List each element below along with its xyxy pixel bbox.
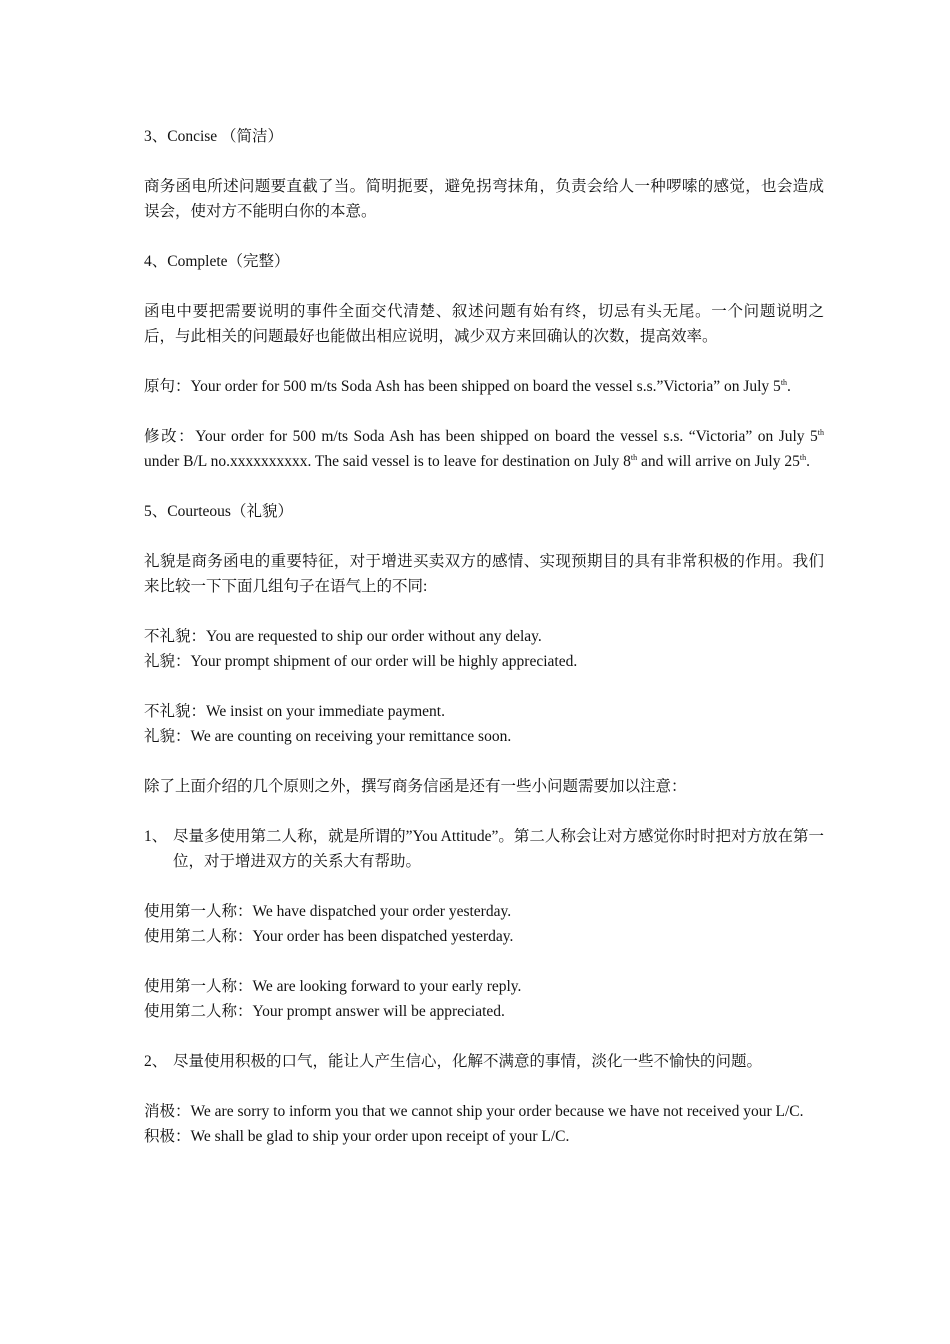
ordinal-suffix: th — [817, 428, 824, 437]
example-text: We insist on your immediate payment. — [206, 703, 445, 720]
example-first-person — [144, 899, 824, 924]
example-text: Your prompt shipment of our order will be highly appreciated. — [190, 653, 578, 670]
example-text: We shall be glad to ship your order upon receipt of your L/C. — [190, 1128, 570, 1145]
example-text: You are requested to ship our order without any delay. — [206, 628, 542, 645]
heading-courteous: 5、Courteous（礼貌） — [144, 503, 293, 520]
paragraph-complete: 函电中要把需要说明的事件全面交代清楚、叙述问题有始有终，切忌有头无尾。一个问题说明之后，与此相关的问题最好也能做出相应说明，减少双方来回确认的次数，提高效率。 — [144, 303, 824, 345]
example-original — [144, 374, 824, 399]
example-text: Your order has been dispatched yesterday. — [252, 928, 514, 945]
heading-concise: 3、Concise （简洁） — [144, 128, 284, 145]
example-text: under B/L no.xxxxxxxxxx. The said vessel is to leave for destination on July 8 — [144, 453, 631, 470]
example-text: We are sorry to inform you that we cannot ship your order because we have not received your L/C. — [190, 1103, 804, 1120]
list-number: 2、 — [144, 1053, 168, 1070]
example-text: and will arrive on July 25 — [637, 453, 800, 470]
list-item-text: 尽量多使用第二人称，就是所谓的”You Attitude”。第二人称会让对方感觉你时时把对方放在第一位，对于增进双方的关系大有帮助。 — [173, 828, 824, 870]
example-second-person — [144, 924, 824, 949]
example-second-person — [144, 999, 824, 1024]
example-text: We have dispatched your order yesterday. — [252, 903, 512, 920]
example-label: 修改： — [144, 428, 196, 445]
example-label: 使用第一人称： — [144, 978, 253, 995]
example-label: 不礼貌： — [144, 628, 207, 645]
paragraph-concise: 商务函电所述问题要直截了当。简明扼要，避免拐弯抹角，负责会给人一种啰嗦的感觉，也会造成误会，使对方不能明白你的本意。 — [144, 178, 824, 220]
example-label: 不礼貌： — [144, 703, 207, 720]
example-revised — [144, 424, 824, 474]
heading-complete: 4、Complete（完整） — [144, 253, 290, 270]
document-page — [144, 124, 824, 1149]
example-label: 消极： — [144, 1103, 191, 1120]
example-positive — [144, 1124, 824, 1149]
paragraph-extra-intro: 除了上面介绍的几个原则之外，撰写商务信函是还有一些小问题需要加以注意： — [144, 778, 687, 795]
list-number: 1、 — [144, 828, 168, 845]
example-text: Your prompt answer will be appreciated. — [252, 1003, 505, 1020]
example-label: 使用第二人称： — [144, 928, 253, 945]
example-text: Your order for 500 m/ts Soda Ash has been shipped on board the vessel s.s.”Victoria” on July 5 — [190, 378, 781, 395]
example-text: . — [806, 453, 810, 470]
example-text: We are looking forward to your early reply. — [252, 978, 522, 995]
example-text: . — [787, 378, 791, 395]
example-impolite — [144, 699, 824, 724]
ordinal-suffix: th — [780, 378, 788, 387]
example-text: Your order for 500 m/ts Soda Ash has been shipped on board the vessel s.s. “Victoria” on July 5 — [195, 428, 818, 445]
ordinal-suffix: th — [630, 453, 638, 462]
example-label: 积极： — [144, 1128, 191, 1145]
example-label: 原句： — [144, 378, 191, 395]
list-item-text: 尽量使用积极的口气，能让人产生信心，化解不满意的事情，淡化一些不愉快的问题。 — [173, 1053, 763, 1070]
example-label: 礼貌： — [144, 728, 191, 745]
example-first-person — [144, 974, 824, 999]
example-impolite — [144, 624, 824, 649]
ordinal-suffix: th — [799, 453, 807, 462]
list-item — [144, 824, 824, 874]
example-negative — [144, 1099, 824, 1124]
list-item — [144, 1049, 824, 1074]
example-label: 使用第一人称： — [144, 903, 253, 920]
example-polite — [144, 649, 824, 674]
example-label: 礼貌： — [144, 653, 191, 670]
example-polite — [144, 724, 824, 749]
paragraph-courteous: 礼貌是商务函电的重要特征，对于增进买卖双方的感情、实现预期目的具有非常积极的作用。我们来比较一下下面几组句子在语气上的不同: — [144, 553, 824, 595]
example-text: We are counting on receiving your remittance soon. — [190, 728, 512, 745]
example-label: 使用第二人称： — [144, 1003, 253, 1020]
